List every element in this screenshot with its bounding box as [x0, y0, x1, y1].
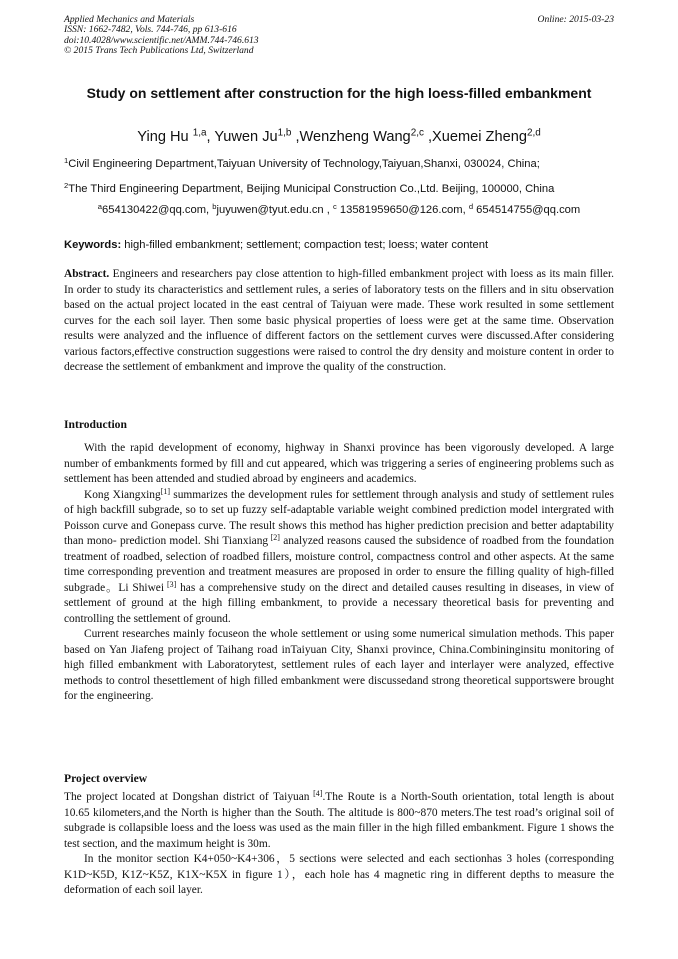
paragraph [64, 790, 614, 852]
paper-title: Study on settlement after construction for the high loess-filled embankment [86, 85, 592, 101]
affiliation-2 [64, 182, 614, 196]
email-address: 654514755@qq.com [473, 204, 581, 216]
paragraph-text: analyzed reasons caused the subsidence of roadbed from the foundation treatment of roadbed, selection of roadbed fillers, moisture control, compactness control and other aspects. At the same time corresponding prevention and treatment measures are proposed in order to ensure the filling quality of high-filled subgrade。Li Shiwei [64, 535, 615, 594]
email-address: 654130422@qq.com, [102, 204, 213, 216]
email-address: 13581959650@126.com, [336, 204, 469, 216]
affiliation-mark: 1 [64, 155, 69, 165]
introduction-body [64, 441, 614, 705]
doi-line: doi:10.4028/www.scientific.net/AMM.744-746.613 [64, 34, 259, 46]
author-affiliation-mark: 1,b [277, 127, 292, 139]
author-name: Ying Hu [137, 129, 193, 145]
paragraph: In the monitor section K4+050~K4+306，5 sections were selected and each sectionhas 3 holes (corresponding K1D~K5D, K1Z~K5Z, K1X~K5X in figure 1），each hole has 4 magnetic ring in different depths to measure the deformation of each soil layer. [64, 853, 614, 896]
author-affiliation-mark: 2,c [410, 127, 424, 139]
copyright-line: © 2015 Trans Tech Publications Ltd, Switzerland [64, 45, 254, 57]
project-overview-body [64, 790, 614, 899]
author-name: ,Wenzheng Wang [291, 129, 411, 145]
paragraph [64, 488, 614, 628]
author-name: , Yuwen Ju [206, 129, 278, 145]
abstract-text: Engineers and researchers pay close attention to high-filled embankment project with loess as its main filler. In order to study its characteristics and settlement rules, a series of laboratory tests on the fillers and in situ observation based on the actual project located in the east central of Taiyuan were made. These work resulted in some settlement curves for the each soil layer. Then some basic physical properties of loess were get at the same time. Observation results were analyzed and the influence of different factors on the settlement curves were discussed.After considering various factors,effective construction suggestions were raised to control the dry density and moisture content in order to decrease the settlement of embankment and improve the quality of the construction. [64, 268, 614, 373]
section-heading-project-overview: Project overview [64, 772, 148, 785]
paragraph: With the rapid development of economy, highway in Shanxi province has been vigorously developed. A large number of embankments formed by fill and cut appeared, which was triggering a series of engineering problems such as settlement has been attended and studied abroad by engineers and academics. [64, 442, 614, 485]
abstract [64, 267, 614, 376]
affiliation-mark: 2 [64, 180, 69, 190]
author-name: ,Xuemei Zheng [423, 129, 527, 145]
paragraph-text: summarizes the development rules for settlement through analysis and study of settlement rules of high backfill subgrade, so to set up fuzzy self-adaptable variable weight combined prediction model intergrated with Poisson curve and Gonepass curve. The result shows this method has higher prediction precision and better adaptability than mono- prediction model. Shi Tianxiang [64, 488, 614, 547]
author-list [64, 128, 614, 146]
paragraph-text: .The Route is a North-South orientation, total length is about 10.65 kilometers,and the North is higher than the South. The altitude is 800~870 meters.The test road’s original soil of subgrade is collapsible loess and the loess was used as the main filler in the high filled embankment. Figure 1 shows the test section, and the maximum height is 30m. [64, 791, 615, 850]
email-list [64, 203, 614, 217]
email-mark: a [97, 201, 102, 211]
affiliation-text: The Third Engineering Department, Beijing Municipal Construction Co.,Ltd. Beijing, 100000, China [68, 183, 555, 195]
section-heading-introduction: Introduction [64, 418, 127, 431]
keywords-text: high-filled embankment; settlement; compaction test; loess; water content [121, 239, 489, 251]
citation: [2] [268, 533, 280, 543]
issn-line: ISSN: 1662-7482, Vols. 744-746, pp 613-616 [64, 24, 237, 36]
affiliation-text: Civil Engineering Department,Taiyuan University of Technology,Taiyuan,Shanxi, 030024, China; [68, 158, 540, 170]
paragraph: Current researches mainly focuseon the whole settlement or using some numerical simulation methods. This paper based on Yan Jiafeng project of Taihang road inTaiyuan City, Shanxi province, China.Combininginsitu monitoring of high filled embankment with Laboratorytest, settlement rules of each layer and interlayer were analyzed, effective methods to control thesettlement of high filled embankment were discussedand strong theoretical supportswere brought for the engineering. [64, 628, 614, 702]
citation: [3] [164, 579, 177, 589]
citation: [1] [160, 486, 170, 496]
paragraph-text: Kong Xiangxing [84, 488, 161, 501]
online-date: Online: 2015-03-23 [537, 14, 614, 25]
email-mark: b [212, 201, 217, 211]
keywords [64, 238, 614, 252]
author-affiliation-mark: 1,a [192, 127, 207, 139]
keywords-label: Keywords: [64, 239, 122, 251]
journal-name: Applied Mechanics and Materials [64, 14, 195, 25]
affiliation-1 [64, 157, 614, 171]
paragraph-text: The project located at Dongshan district of Taiyuan [64, 791, 310, 803]
email-mark: d [468, 201, 474, 211]
citation: [4] [309, 789, 323, 799]
email-mark: c [332, 201, 337, 211]
author-affiliation-mark: 2,d [526, 127, 541, 139]
paragraph-text: has a comprehensive study on the direct and detailed causes resulting in diseases, in view of settlement of ground at the high filling embankment, to provide a necessary theoretical basis for preventing and controlling the settlement of ground. [64, 581, 614, 625]
journal-header [64, 15, 614, 57]
email-address: juyuwen@tyut.edu.cn , [216, 204, 333, 216]
abstract-label: Abstract. [64, 268, 110, 280]
